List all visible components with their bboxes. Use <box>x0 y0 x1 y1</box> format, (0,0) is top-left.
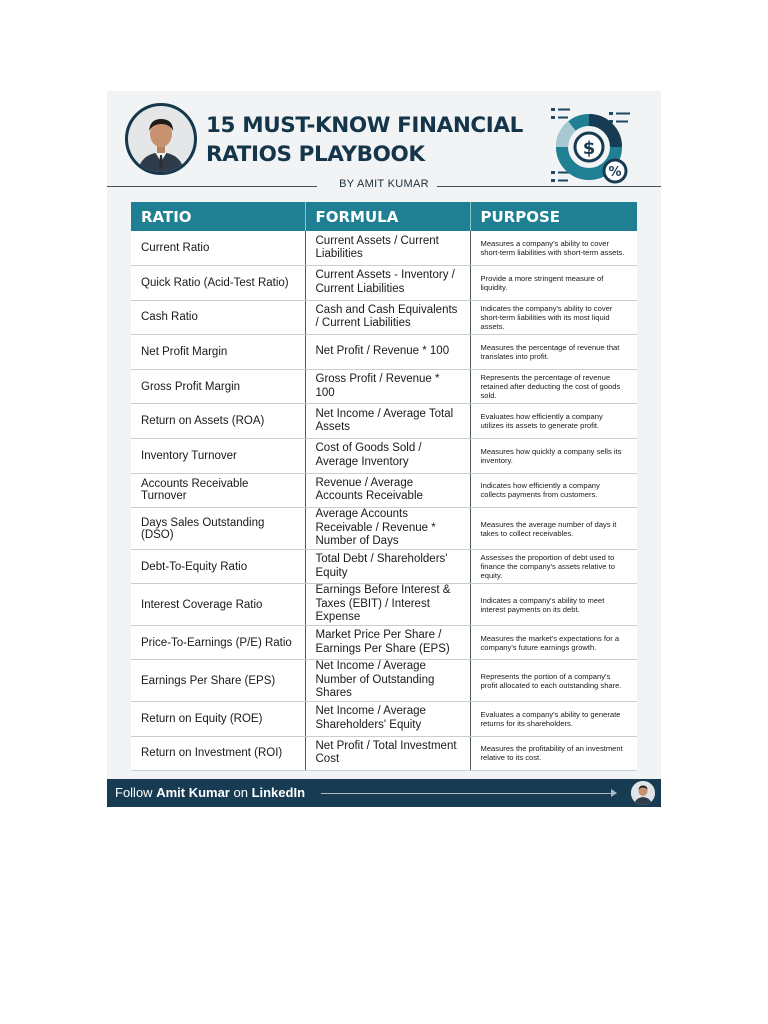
table-header-row <box>131 202 637 231</box>
table-row <box>131 625 637 660</box>
ratio-purpose: Measures the market's expectations for a company's future earnings growth. <box>470 625 637 660</box>
table-row <box>131 508 637 550</box>
footer-author-name: Amit Kumar <box>156 785 230 800</box>
ratio-formula: Total Debt / Shareholders' Equity <box>305 549 470 584</box>
ratio-name: Return on Assets (ROA) <box>131 404 305 439</box>
ratio-formula: Gross Profit / Revenue * 100 <box>305 369 470 404</box>
ratio-purpose: Measures the percentage of revenue that translates into profit. <box>470 335 637 370</box>
ratio-name: Quick Ratio (Acid-Test Ratio) <box>131 266 305 301</box>
author-portrait-small <box>631 781 655 805</box>
title-line-1: 15 MUST-KNOW FINANCIAL <box>206 113 523 138</box>
byline-row <box>107 177 661 195</box>
page-title <box>206 111 546 169</box>
ratio-formula: Earnings Before Interest & Taxes (EBIT) / Interest Expense <box>305 584 470 626</box>
table-row <box>131 404 637 439</box>
ratio-name: Interest Coverage Ratio <box>131 584 305 626</box>
ratio-purpose: Evaluates a company's ability to generate returns for its shareholders. <box>470 701 637 736</box>
table-row <box>131 300 637 335</box>
ratio-name: Return on Investment (ROI) <box>131 736 305 771</box>
table-row <box>131 369 637 404</box>
footer-middle: on <box>229 785 252 800</box>
svg-text:$: $ <box>582 138 596 159</box>
column-header-purpose: PURPOSE <box>470 202 637 231</box>
ratio-purpose: Indicates a company's ability to meet interest payments on its debt. <box>470 584 637 626</box>
ratio-name: Gross Profit Margin <box>131 369 305 404</box>
table-row <box>131 266 637 301</box>
byline-divider-left <box>107 186 317 187</box>
ratio-purpose: Measures a company's ability to cover short-term liabilities with short-term assets. <box>470 231 637 266</box>
ratio-purpose: Represents the portion of a company's profit allocated to each outstanding share. <box>470 660 637 702</box>
ratio-purpose: Measures the average number of days it takes to collect receivables. <box>470 508 637 550</box>
table-row <box>131 335 637 370</box>
ratio-name: Inventory Turnover <box>131 439 305 474</box>
finance-chart-icon <box>547 105 639 187</box>
author-avatar <box>125 103 197 175</box>
ratio-name: Cash Ratio <box>131 300 305 335</box>
author-portrait <box>128 106 194 172</box>
ratio-purpose: Indicates the company's ability to cover short-term liabilities with its most liquid assets. <box>470 300 637 335</box>
ratio-name: Return on Equity (ROE) <box>131 701 305 736</box>
ratio-purpose: Measures the profitability of an investment relative to its cost. <box>470 736 637 771</box>
byline-divider-right <box>437 186 661 187</box>
ratio-name: Accounts Receivable Turnover <box>131 473 305 508</box>
ratio-formula: Average Accounts Receivable / Revenue * Number of Days <box>305 508 470 550</box>
footer-prefix: Follow <box>115 785 157 800</box>
table-row <box>131 473 637 508</box>
table-row <box>131 584 637 626</box>
follow-cta[interactable] <box>115 785 305 800</box>
table-row <box>131 701 637 736</box>
ratio-formula: Net Profit / Total Investment Cost <box>305 736 470 771</box>
ratio-name: Days Sales Outstanding (DSO) <box>131 508 305 550</box>
ratio-name: Price-To-Earnings (P/E) Ratio <box>131 625 305 660</box>
footer-divider <box>321 793 615 794</box>
footer-banner <box>107 779 661 807</box>
ratio-formula: Current Assets - Inventory / Current Liabilities <box>305 266 470 301</box>
table-row <box>131 439 637 474</box>
ratio-purpose: Indicates how efficiently a company collects payments from customers. <box>470 473 637 508</box>
ratio-formula: Current Assets / Current Liabilities <box>305 231 470 266</box>
ratio-purpose: Represents the percentage of revenue retained after deducting the cost of goods sold. <box>470 369 637 404</box>
ratio-formula: Net Profit / Revenue * 100 <box>305 335 470 370</box>
ratio-formula: Cost of Goods Sold / Average Inventory <box>305 439 470 474</box>
table-row <box>131 549 637 584</box>
ratio-purpose: Provide a more stringent measure of liquidity. <box>470 266 637 301</box>
ratio-purpose: Assesses the proportion of debt used to finance the company's assets relative to equity. <box>470 549 637 584</box>
table-row <box>131 660 637 702</box>
column-header-formula: FORMULA <box>305 202 470 231</box>
ratio-purpose: Evaluates how efficiently a company utilizes its assets to generate profit. <box>470 404 637 439</box>
ratio-formula: Market Price Per Share / Earnings Per Share (EPS) <box>305 625 470 660</box>
ratio-formula: Net Income / Average Shareholders' Equity <box>305 701 470 736</box>
ratio-name: Debt-To-Equity Ratio <box>131 549 305 584</box>
ratio-name: Current Ratio <box>131 231 305 266</box>
title-line-2: RATIOS PLAYBOOK <box>206 142 425 167</box>
ratios-table <box>131 202 637 771</box>
ratio-purpose: Measures how quickly a company sells its inventory. <box>470 439 637 474</box>
arrow-right-icon <box>611 789 617 797</box>
playbook-card <box>107 91 661 807</box>
table-row <box>131 231 637 266</box>
byline: BY AMIT KUMAR <box>339 178 429 190</box>
ratio-formula: Revenue / Average Accounts Receivable <box>305 473 470 508</box>
ratio-name: Earnings Per Share (EPS) <box>131 660 305 702</box>
ratio-name: Net Profit Margin <box>131 335 305 370</box>
ratio-formula: Net Income / Average Total Assets <box>305 404 470 439</box>
table-row <box>131 736 637 771</box>
footer-platform: LinkedIn <box>251 785 306 800</box>
footer-avatar <box>631 781 655 805</box>
svg-text:%: % <box>608 165 622 180</box>
ratio-formula: Cash and Cash Equivalents / Current Liabilities <box>305 300 470 335</box>
column-header-ratio: RATIO <box>131 202 305 231</box>
ratio-formula: Net Income / Average Number of Outstanding Shares <box>305 660 470 702</box>
